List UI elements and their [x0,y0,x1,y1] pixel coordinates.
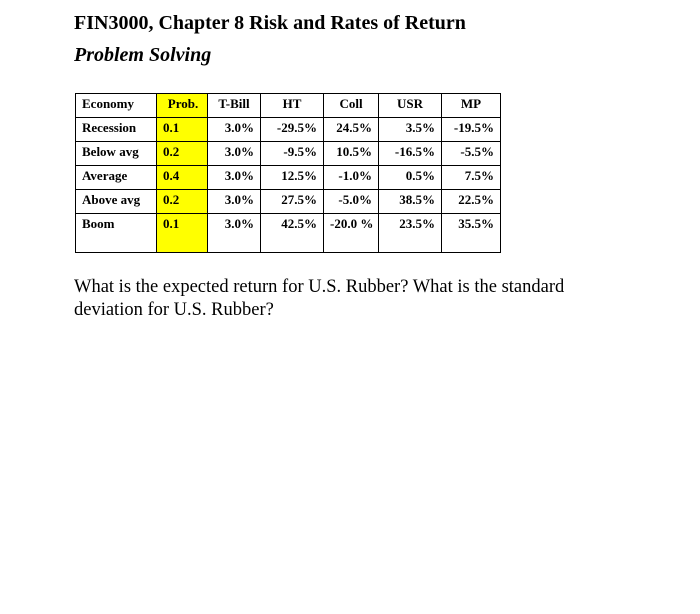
tbill-cell: 3.0% [208,190,261,214]
coll-cell: 10.5% [324,142,379,166]
table-row [76,118,501,142]
mp-cell: 22.5% [442,190,501,214]
economy-cell: Average [76,166,157,190]
returns-table [75,93,501,253]
ht-cell: 12.5% [261,166,324,190]
table-row [76,142,501,166]
mp-cell: 35.5% [442,214,501,253]
usr-cell: 3.5% [379,118,442,142]
prob-cell: 0.1 [157,118,208,142]
prob-cell: 0.4 [157,166,208,190]
header-usr: USR [379,94,442,118]
tbill-cell: 3.0% [208,166,261,190]
mp-cell: -19.5% [442,118,501,142]
ht-cell: 27.5% [261,190,324,214]
header-economy: Economy [76,94,157,118]
ht-cell: 42.5% [261,214,324,253]
header-prob: Prob. [157,94,208,118]
mp-cell: 7.5% [442,166,501,190]
table-header-row [76,94,501,118]
economy-cell: Above avg [76,190,157,214]
coll-cell: 24.5% [324,118,379,142]
prob-cell: 0.1 [157,214,208,253]
header-mp: MP [442,94,501,118]
usr-cell: 23.5% [379,214,442,253]
page-subtitle: Problem Solving [74,44,212,66]
page-title: FIN3000, Chapter 8 Risk and Rates of Return [74,12,466,34]
header-coll: Coll [324,94,379,118]
mp-cell: -5.5% [442,142,501,166]
tbill-cell: 3.0% [208,118,261,142]
usr-cell: 38.5% [379,190,442,214]
tbill-cell: 3.0% [208,142,261,166]
header-ht: HT [261,94,324,118]
coll-cell: -1.0% [324,166,379,190]
table-row [76,190,501,214]
question-text: What is the expected return for U.S. Rubber? What is the standard deviation for U.S. Rubber? [74,277,565,320]
ht-cell: -29.5% [261,118,324,142]
prob-cell: 0.2 [157,142,208,166]
coll-cell: -20.0 % [324,214,379,253]
tbill-cell: 3.0% [208,214,261,253]
header-tbill: T-Bill [208,94,261,118]
ht-cell: -9.5% [261,142,324,166]
usr-cell: 0.5% [379,166,442,190]
usr-cell: -16.5% [379,142,442,166]
table-row [76,166,501,190]
economy-cell: Below avg [76,142,157,166]
economy-cell: Recession [76,118,157,142]
coll-cell: -5.0% [324,190,379,214]
table-row [76,214,501,253]
economy-cell: Boom [76,214,157,253]
prob-cell: 0.2 [157,190,208,214]
